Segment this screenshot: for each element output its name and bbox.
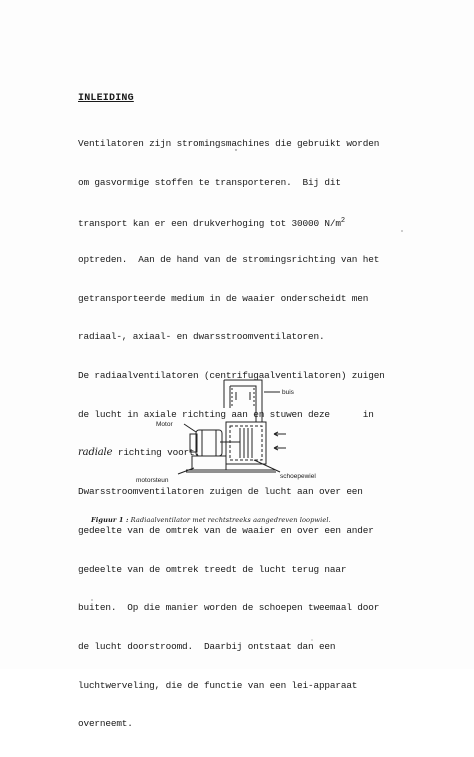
- text-line: Ventilatoren zijn stromingsmachines die gebruikt worden: [78, 137, 380, 149]
- section-heading: INLEIDING: [78, 93, 134, 104]
- text-line: getransporteerde medium in de waaier onderscheidt men: [78, 292, 369, 304]
- speck: [401, 230, 402, 231]
- handwritten-word: radiale: [78, 447, 113, 459]
- label-motor: Motor: [156, 421, 173, 428]
- speck: [235, 149, 236, 150]
- label-schoepewiel: schoepewiel: [280, 473, 316, 480]
- speck: [312, 640, 313, 641]
- text-line: de lucht doorstroomd. Daarbij ontstaat dan een: [78, 640, 336, 652]
- speck: [91, 599, 92, 600]
- label-buis: buis: [282, 389, 294, 396]
- text-line: De radiaalventilatoren (centrifugaalventilatoren) zuigen: [78, 370, 385, 382]
- text-segment: richting voort.: [112, 447, 200, 459]
- text-line: de lucht in axiale richting aan en stuwen deze in: [78, 408, 374, 420]
- text-line: overneemt.: [78, 718, 133, 730]
- caption-text: Radiaalventilator met rechtstreeks aangedreven loopwiel.: [128, 516, 331, 524]
- text-line: om gasvormige stoffen te transporteren. Bij dit: [78, 176, 341, 188]
- text-segment: transport kan er een drukverhoging tot 30000 N/m: [78, 218, 341, 230]
- caption-number: Figuur 1 :: [91, 516, 129, 524]
- text-line: buiten. Op die manier worden de schoepen tweemaal door: [78, 602, 380, 614]
- text-line: radiaal-, axiaal- en dwarsstroomventilatoren.: [78, 331, 325, 343]
- text-line: luchtwerveling, die de functie van een lei-apparaat: [78, 679, 358, 691]
- text-line: Dwarsstroomventilatoren zuigen de lucht aan over een: [78, 486, 363, 498]
- text-line: gedeelte van de omtrek treedt de lucht terug naar: [78, 563, 347, 575]
- label-motorsteun: motorsteun: [136, 477, 169, 484]
- superscript: 2: [340, 217, 345, 226]
- text-line: optreden. Aan de hand van de stromingsrichting van het: [78, 253, 380, 265]
- text-line: gedeelte van de omtrek van de waaier en over een ander: [78, 524, 374, 536]
